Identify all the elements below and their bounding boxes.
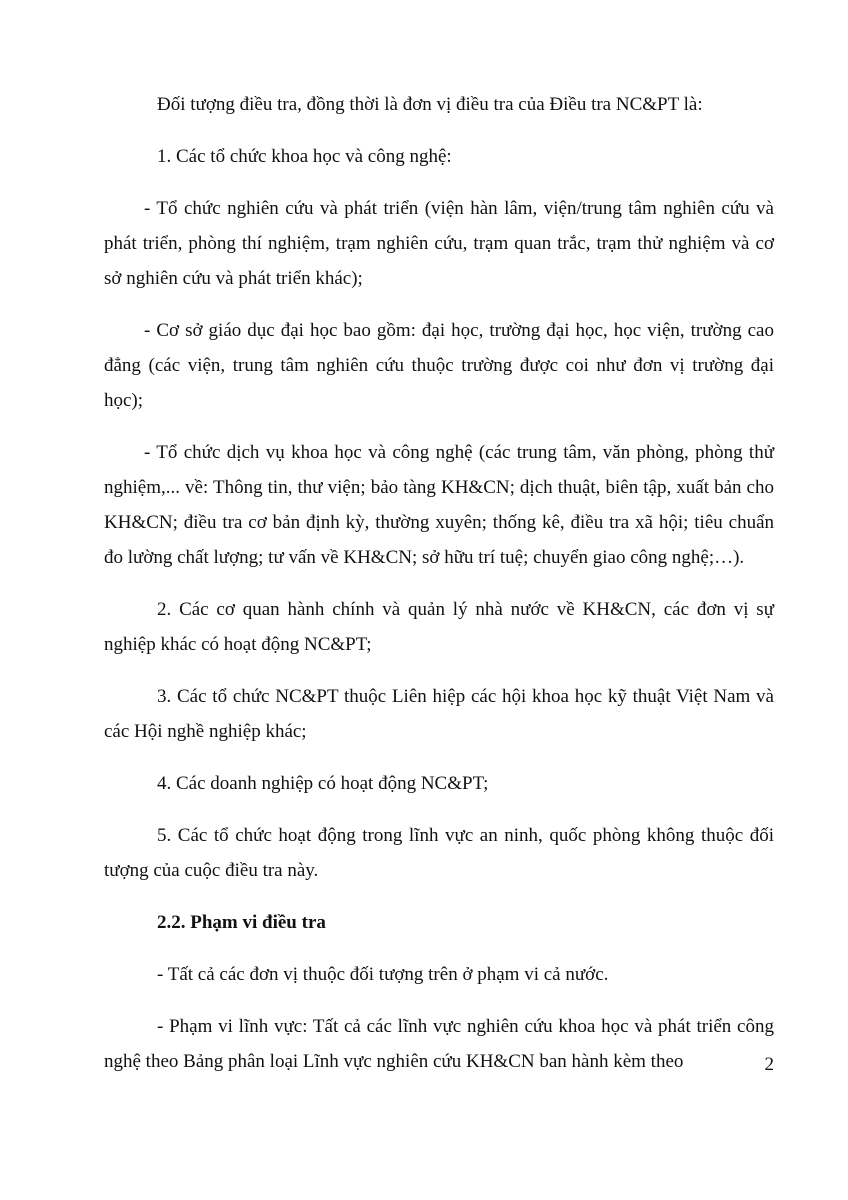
section-heading: 2.2. Phạm vi điều tra [157,912,326,933]
list-item-science-tech-orgs: 1. Các tổ chức khoa học và công nghệ: [157,146,452,167]
intro-paragraph: Đối tượng điều tra, đồng thời là đơn vị điều tra của Điều tra NC&PT là: [157,94,703,115]
list-item-government-agencies: 2. Các cơ quan hành chính và quản lý nhà nước về KH&CN, các đơn vị sự nghiệp khác có hoạt động NC&PT; [104,599,774,655]
list-item-enterprises: 4. Các doanh nghiệp có hoạt động NC&PT; [157,773,489,794]
list-item-security-defense: 5. Các tổ chức hoạt động trong lĩnh vực an ninh, quốc phòng không thuộc đối tượng của cuộc điều tra này. [104,825,774,881]
scope-paragraph-fields: - Phạm vi lĩnh vực: Tất cả các lĩnh vực nghiên cứu khoa học và phát triển công nghệ theo Bảng phân loại Lĩnh vực nghiên cứu KH&CN ban hành kèm theo [104,1016,774,1072]
sub-item-higher-education: - Cơ sở giáo dục đại học bao gồm: đại học, trường đại học, học viện, trường cao đẳng (các viện, trung tâm nghiên cứu thuộc trường được coi như đơn vị trường đại học); [104,320,774,411]
document-body [104,87,774,1096]
scope-paragraph-units: - Tất cả các đơn vị thuộc đối tượng trên ở phạm vi cả nước. [157,964,609,985]
page-number: 2 [764,1054,774,1075]
sub-item-rd-orgs: - Tổ chức nghiên cứu và phát triển (viện hàn lâm, viện/trung tâm nghiên cứu và phát triển, phòng thí nghiệm, trạm nghiên cứu, trạm quan trắc, trạm thử nghiệm và cơ sở nghiên cứu và phát triển khác); [104,198,774,289]
sub-item-st-services: - Tổ chức dịch vụ khoa học và công nghệ (các trung tâm, văn phòng, phòng thử nghiệm,... về: Thông tin, thư viện; bảo tàng KH&CN; dịch thuật, biên tập, xuất bản cho KH&CN; điều tra cơ bản định kỳ, thường xuyên; thống kê, điều tra xã hội; tiêu chuẩn đo lường chất lượng; tư vấn về KH&CN; sở hữu trí tuệ; chuyển giao công nghệ;…). [104,442,774,568]
list-item-union-associations: 3. Các tổ chức NC&PT thuộc Liên hiệp các hội khoa học kỹ thuật Việt Nam và các Hội nghề nghiệp khác; [104,686,774,742]
